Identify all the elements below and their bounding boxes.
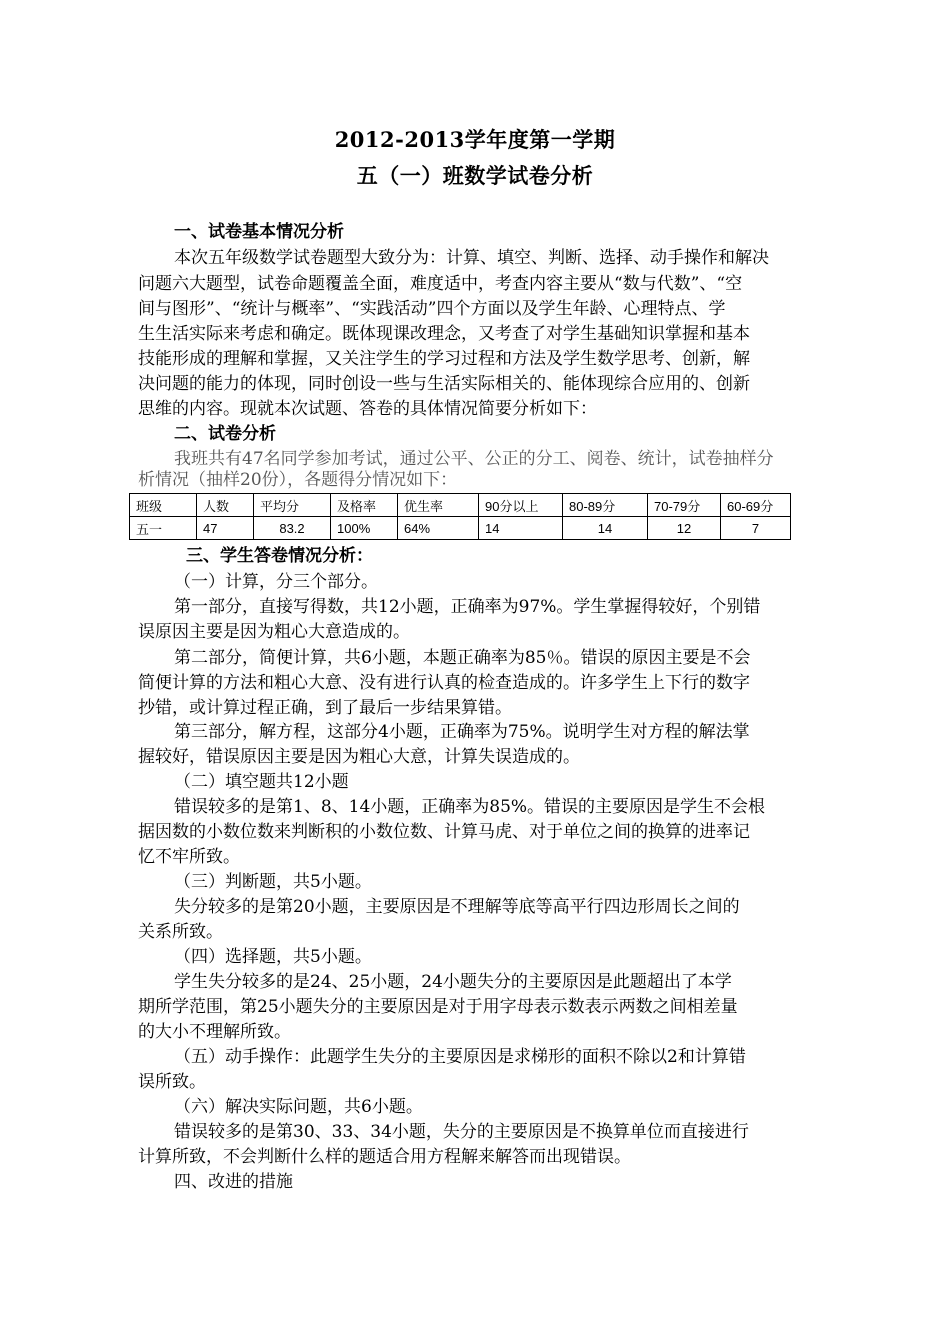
table-header-cell: 班级 xyxy=(130,494,197,517)
paragraph-line: 析情况（抽样20份），各题得分情况如下： xyxy=(138,470,458,490)
table-cell: 7 xyxy=(721,517,791,540)
paragraph-line: 第三部分，解方程，这部分4小题，正确率为75%。说明学生对方程的解法掌 xyxy=(174,722,750,742)
paragraph-line: 握较好，错误原因主要是因为粗心大意，计算失误造成的。 xyxy=(138,747,580,767)
paragraph-line: 问题六大题型，试卷命题覆盖全面，难度适中，考查内容主要从“数与代数”、“空 xyxy=(138,274,743,294)
paragraph-line: 据因数的小数位数来判断积的小数位数、计算马虎、对于单位之间的换算的进率记 xyxy=(138,822,750,842)
paragraph-line: （三）判断题，共5小题。 xyxy=(174,872,372,892)
paragraph-line: 间与图形”、“统计与概率”、“实践活动”四个方面以及学生年龄、心理特点、学 xyxy=(138,299,726,319)
score-table xyxy=(129,493,791,540)
paragraph-line: 抄错，或计算过程正确，到了最后一步结果算错。 xyxy=(138,698,512,718)
section3-heading: 三、学生答卷情况分析： xyxy=(186,546,373,566)
table-cell: 14 xyxy=(479,517,563,540)
paragraph-line: 第二部分，简便计算，共6小题，本题正确率为85％。错误的原因主要是不会 xyxy=(174,648,751,668)
paragraph-line: 技能形成的理解和掌握，又关注学生的学习过程和方法及学生数学思考、创新，解 xyxy=(138,349,750,369)
table-cell: 14 xyxy=(563,517,648,540)
paragraph-line: 失分较多的是第20小题，主要原因是不理解等底等高平行四边形周长之间的 xyxy=(174,897,740,917)
paragraph-line: 的大小不理解所致。 xyxy=(138,1022,291,1042)
paragraph-line: 学生失分较多的是24、25小题，24小题失分的主要原因是此题超出了本学 xyxy=(174,972,732,992)
paragraph-line: （六）解决实际问题，共6小题。 xyxy=(174,1097,423,1117)
section2-heading: 二、试卷分析 xyxy=(174,424,276,444)
paragraph-line: （一）计算，分三个部分。 xyxy=(174,572,378,592)
paragraph-line: （四）选择题，共5小题。 xyxy=(174,947,372,967)
table-cell: 五一 xyxy=(130,517,197,540)
document-title-main: 五（一）班数学试卷分析 xyxy=(356,163,594,188)
paragraph-line: 思维的内容。现就本次试题、答卷的具体情况简要分析如下： xyxy=(138,399,597,419)
paragraph-line: 错误较多的是第30、33、34小题，失分的主要原因是不换算单位而直接进行 xyxy=(174,1122,749,1142)
paragraph-line: 期所学范围，第25小题失分的主要原因是对于用字母表示数表示两数之间相差量 xyxy=(138,997,738,1017)
table-header-cell: 人数 xyxy=(197,494,254,517)
paragraph-line: 计算所致，不会判断什么样的题适合用方程解来解答而出现错误。 xyxy=(138,1147,631,1167)
section4-heading: 四、改进的措施 xyxy=(174,1172,293,1192)
paragraph-line: （二）填空题共12小题 xyxy=(174,772,349,792)
table-header-row xyxy=(130,494,791,517)
table-header-cell: 80-89分 xyxy=(563,494,648,517)
table-cell: 64% xyxy=(398,517,479,540)
paragraph-line: 我班共有47名同学参加考试，通过公平、公正的分工、阅卷、统计，试卷抽样分 xyxy=(174,449,774,469)
section1-heading: 一、试卷基本情况分析 xyxy=(174,222,344,242)
paragraph-line: 忆不牢所致。 xyxy=(138,847,240,867)
table-header-cell: 优生率 xyxy=(398,494,479,517)
table-header-cell: 平均分 xyxy=(254,494,331,517)
table-cell: 12 xyxy=(648,517,721,540)
paragraph-line: 误所致。 xyxy=(138,1072,206,1092)
table-header-cell: 及格率 xyxy=(331,494,398,517)
document-title-year: 2012-2013学年度第一学期 xyxy=(334,127,616,152)
table-header-cell: 90分以上 xyxy=(479,494,563,517)
paragraph-line: 关系所致。 xyxy=(138,922,223,942)
table-header-cell: 70-79分 xyxy=(648,494,721,517)
paragraph-line: 误原因主要是因为粗心大意造成的。 xyxy=(138,622,410,642)
paragraph-line: 错误较多的是第1、8、14小题，正确率为85%。错误的主要原因是学生不会根 xyxy=(174,797,766,817)
paragraph-line: 本次五年级数学试卷题型大致分为：计算、填空、判断、选择、动手操作和解决 xyxy=(174,248,769,268)
table-row xyxy=(130,517,791,540)
paragraph-line: 决问题的能力的体现，同时创设一些与生活实际相关的、能体现综合应用的、创新 xyxy=(138,374,750,394)
paragraph-line: 简便计算的方法和粗心大意、没有进行认真的检查造成的。许多学生上下行的数字 xyxy=(138,673,750,693)
paragraph-line: （五）动手操作：此题学生失分的主要原因是求梯形的面积不除以2和计算错 xyxy=(174,1047,746,1067)
table-cell: 100% xyxy=(331,517,398,540)
paragraph-line: 第一部分，直接写得数，共12小题，正确率为97%。学生掌握得较好，个别错 xyxy=(174,597,761,617)
table-cell: 83.2 xyxy=(254,517,331,540)
paragraph-line: 生生活实际来考虑和确定。既体现课改理念，又考查了对学生基础知识掌握和基本 xyxy=(138,324,750,344)
table-header-cell: 60-69分 xyxy=(721,494,791,517)
table-cell: 47 xyxy=(197,517,254,540)
